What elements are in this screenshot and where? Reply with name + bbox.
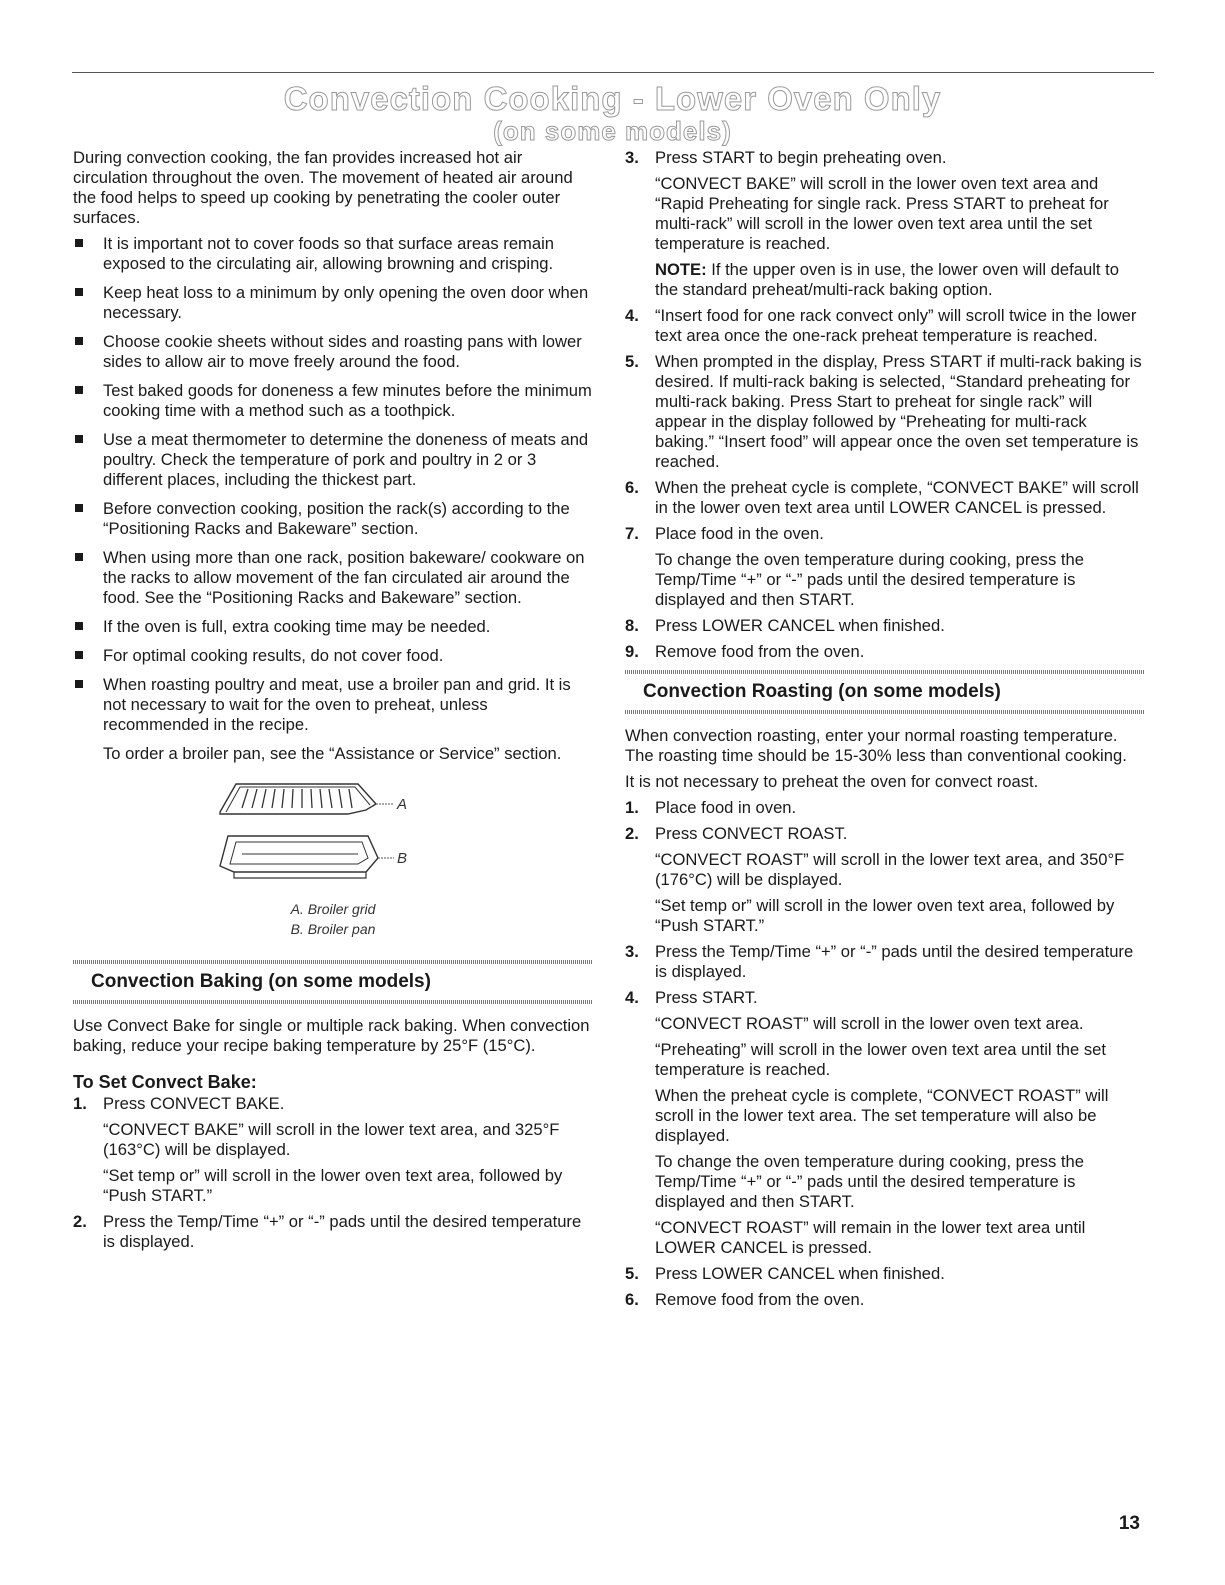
broiler-illustration — [198, 774, 498, 894]
caption-broiler-grid: A. Broiler grid — [290, 901, 376, 917]
step-detail: “Preheating” will scroll in the lower oven text area until the set temperature is reached. — [655, 1040, 1107, 1079]
step-detail: “CONVECT ROAST” will scroll in the lower text area, and 350°F (176°C) will be displayed. — [655, 850, 1125, 889]
step-text: Remove food from the oven. — [655, 1290, 865, 1309]
broiler-pan-icon — [220, 836, 394, 878]
step-number: 4. — [625, 306, 639, 325]
step-item — [625, 824, 1145, 936]
step-text: Remove food from the oven. — [655, 642, 865, 661]
section-heading: Convection Baking (on some models) — [91, 971, 431, 992]
step-item — [625, 642, 1145, 662]
step-number: 6. — [625, 478, 639, 497]
step-item — [625, 942, 1145, 982]
step-number: 8. — [625, 616, 639, 635]
step-text: “Insert food for one rack convect only” will scroll twice in the lower text area once the one-rack preheat temperature is reached. — [655, 306, 1137, 345]
bullet-square-icon — [75, 337, 83, 345]
list-item: Use a meat thermometer to determine the doneness of meats and poultry. Check the temperature of pork and poultry in 2 or 3 different places, including the thickest part. — [73, 430, 593, 490]
bullet-square-icon — [75, 680, 83, 688]
step-text: Press CONVECT BAKE. — [103, 1094, 285, 1113]
step-text: When the preheat cycle is complete, “CONVECT BAKE” will scroll in the lower oven text area until LOWER CANCEL is pressed. — [655, 478, 1139, 517]
step-item — [73, 1212, 593, 1252]
label-a: A — [397, 796, 408, 813]
step-text: Press LOWER CANCEL when finished. — [655, 1264, 945, 1283]
step-number: 6. — [625, 1290, 639, 1309]
step-number: 3. — [625, 942, 639, 961]
step-number: 3. — [625, 148, 639, 167]
to-set-convect-bake-heading: To Set Convect Bake: — [73, 1072, 257, 1092]
intro-paragraph: During convection cooking, the fan provides increased hot air circulation throughout the oven. The movement of heated air around the food helps to speed up cooking by penetrating the cooler outer surfaces. — [73, 148, 573, 227]
step-text: When prompted in the display, Press START if multi-rack baking is desired. If multi-rack baking is selected, “Standard preheating for multi-rack baking. Press Start to preheat for single rack” will appear in the display followed by “Preheating for multi-rack baking.” “Insert food” will appear once the oven set temperature is reached. — [655, 352, 1142, 471]
caption-broiler-pan: B. Broiler pan — [290, 921, 376, 937]
step-number: 5. — [625, 1264, 639, 1283]
list-item: Test baked goods for doneness a few minutes before the minimum cooking time with a method such as a toothpick. — [73, 381, 593, 421]
step-number: 5. — [625, 352, 639, 371]
list-item: Before convection cooking, position the rack(s) according to the “Positioning Racks and Bakeware” section. — [73, 499, 593, 539]
step-item — [625, 306, 1145, 346]
list-item: Keep heat loss to a minimum by only opening the oven door when necessary. — [73, 283, 593, 323]
broiler-grid-icon — [220, 784, 394, 814]
step-detail: “CONVECT BAKE” will scroll in the lower text area, and 325°F (163°C) will be displayed. — [103, 1120, 560, 1159]
section-heading: Convection Roasting (on some models) — [643, 681, 1001, 702]
step-item — [625, 478, 1145, 518]
list-item: If the oven is full, extra cooking time may be needed. — [73, 617, 593, 637]
step-detail: “CONVECT ROAST” will scroll in the lower oven text area. — [655, 1014, 1084, 1033]
step-text: Press LOWER CANCEL when finished. — [655, 616, 945, 635]
bullet-square-icon — [75, 553, 83, 561]
bullet-square-icon — [75, 651, 83, 659]
page-subtitle: (on some models) — [493, 116, 732, 146]
step-text: Press CONVECT ROAST. — [655, 824, 848, 843]
step-text: Press START to begin preheating oven. — [655, 148, 947, 167]
page-number: 13 — [1118, 1513, 1140, 1534]
hatch-rule — [73, 1000, 593, 1004]
bullet-square-icon — [75, 435, 83, 443]
step-number: 1. — [625, 798, 639, 817]
step-detail: “Set temp or” will scroll in the lower oven text area, followed by “Push START.” — [103, 1166, 563, 1205]
tips-list — [73, 234, 593, 735]
note-text: If the upper oven is in use, the lower oven will default to the standard preheat/multi-rack baking option. — [655, 260, 1119, 299]
step-text: Press the Temp/Time “+” or “-” pads until the desired temperature is displayed. — [655, 942, 1134, 981]
note-label: NOTE: — [655, 260, 707, 279]
bullet-square-icon — [75, 288, 83, 296]
step-detail: “Set temp or” will scroll in the lower oven text area, followed by “Push START.” — [655, 896, 1115, 935]
list-item: When using more than one rack, position bakeware/ cookware on the racks to allow movement of the fan circulated air around the food. See the “Positioning Racks and Bakeware” section. — [73, 548, 593, 608]
step-number: 4. — [625, 988, 639, 1007]
step-number: 7. — [625, 524, 639, 543]
left-column — [73, 148, 593, 1258]
list-item: It is important not to cover foods so that surface areas remain exposed to the circulating air, allowing browning and crisping. — [73, 234, 593, 274]
step-number: 1. — [73, 1094, 87, 1113]
list-item: When roasting poultry and meat, use a broiler pan and grid. It is not necessary to wait for the oven to preheat, unless recommended in the recipe. — [73, 675, 593, 735]
step-item — [625, 1290, 1145, 1310]
page-title: Convection Cooking - Lower Oven Only — [283, 80, 942, 117]
convection-baking-section-header — [73, 960, 593, 1004]
convection-roasting-section-header — [625, 670, 1145, 714]
step-note — [655, 260, 1145, 300]
step-number: 2. — [73, 1212, 87, 1231]
step-item — [625, 524, 1145, 610]
step-text: Press the Temp/Time “+” or “-” pads until the desired temperature is displayed. — [103, 1212, 582, 1251]
step-item — [625, 988, 1145, 1258]
bullet-square-icon — [75, 386, 83, 394]
list-item: For optimal cooking results, do not cover food. — [73, 646, 593, 666]
step-detail: “CONVECT BAKE” will scroll in the lower oven text area and “Rapid Preheating for single rack. Press START to preheat for multi-rack” will scroll in the lower oven text area until the set temperature is reached. — [655, 174, 1109, 253]
step-text: Press START. — [655, 988, 758, 1007]
step-item — [625, 352, 1145, 472]
top-rule — [72, 72, 1154, 73]
broiler-figure — [73, 774, 593, 954]
step-number: 2. — [625, 824, 639, 843]
step-item — [73, 1094, 593, 1206]
label-b: B — [397, 850, 408, 867]
step-detail: When the preheat cycle is complete, “CONVECT ROAST” will scroll in the lower text area. The set temperature will also be displayed. — [655, 1086, 1109, 1145]
convection-roasting-intro-2: It is not necessary to preheat the oven for convect roast. — [625, 772, 1039, 791]
step-item — [625, 148, 1145, 300]
bullet-square-icon — [75, 622, 83, 630]
convection-baking-intro: Use Convect Bake for single or multiple rack baking. When convection baking, reduce your recipe baking temperature by 25°F (15°C). — [73, 1016, 590, 1055]
bullet-square-icon — [75, 504, 83, 512]
hatch-rule — [625, 710, 1145, 714]
bullet-square-icon — [75, 239, 83, 247]
list-item: Choose cookie sheets without sides and roasting pans with lower sides to allow air to move freely around the food. — [73, 332, 593, 372]
broiler-pan-note: To order a broiler pan, see the “Assistance or Service” section. — [103, 744, 562, 763]
convection-roasting-intro: When convection roasting, enter your normal roasting temperature. The roasting time should be 15-30% less than conventional cooking. — [625, 726, 1127, 765]
step-item — [625, 616, 1145, 636]
step-item — [625, 798, 1145, 818]
step-text: Place food in oven. — [655, 798, 797, 817]
step-text: Place food in the oven. — [655, 524, 824, 543]
step-detail: To change the oven temperature during cooking, press the Temp/Time “+” or “-” pads until the desired temperature is displayed and then START. — [655, 1152, 1084, 1211]
step-item — [625, 1264, 1145, 1284]
step-number: 9. — [625, 642, 639, 661]
right-column — [625, 148, 1145, 1316]
step-detail: “CONVECT ROAST” will remain in the lower text area until LOWER CANCEL is pressed. — [655, 1218, 1086, 1257]
step-detail: To change the oven temperature during cooking, press the Temp/Time “+” or “-” pads until the desired temperature is displayed and then START. — [655, 550, 1084, 609]
